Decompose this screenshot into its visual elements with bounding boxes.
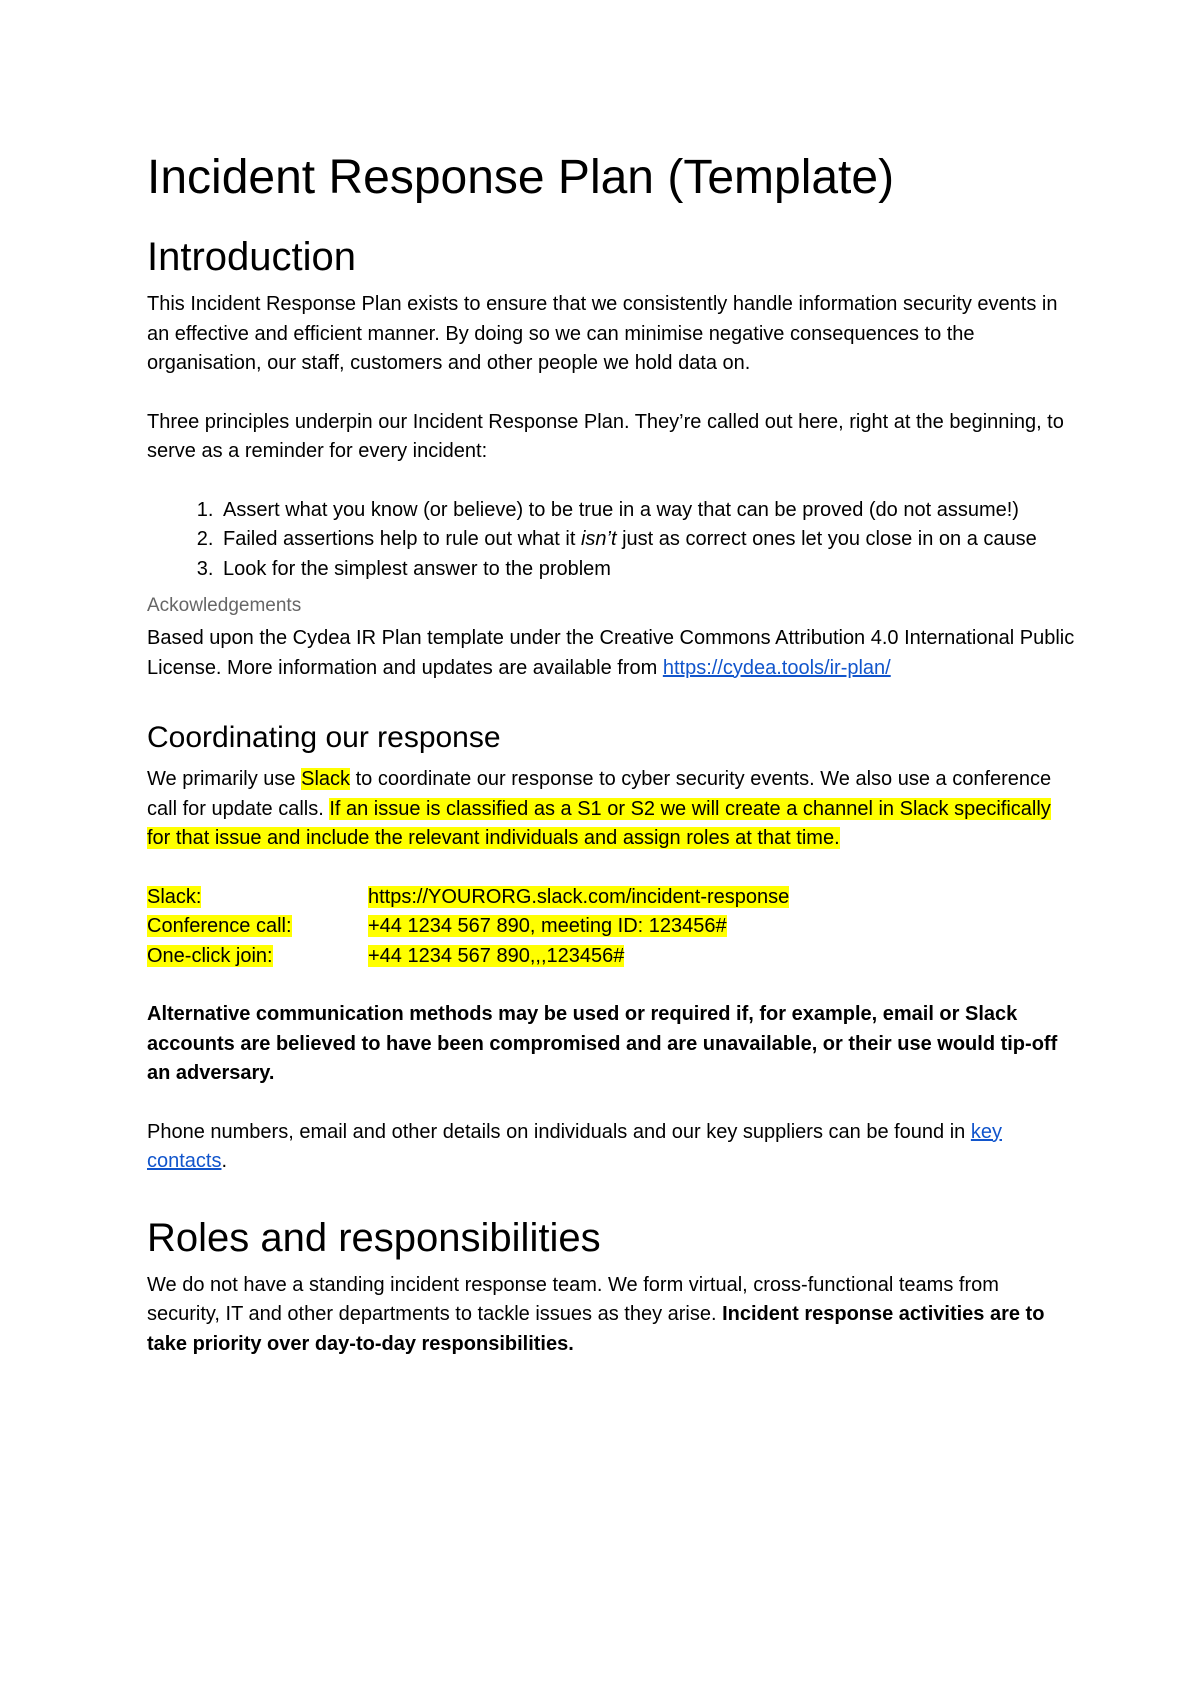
contact-label: Slack: [147, 885, 202, 908]
principle-item [219, 555, 1077, 585]
alternative-methods-paragraph [147, 1000, 1077, 1089]
table-row [147, 883, 789, 913]
intro-paragraph: This Incident Response Plan exists to ensure that we consistently handle information security events in an effective and efficient manner. By doing so we can minimise negative consequences to the organisation, our staff, customers and other people we hold data on. [147, 293, 1058, 374]
key-contacts-end: . [221, 1150, 228, 1172]
principle-text: Failed assertions help to rule out what it [223, 528, 581, 550]
contact-value: https://YOURORG.slack.com/incident-response [368, 885, 790, 908]
document-page [147, 148, 1077, 1359]
key-contacts-paragraph [147, 1118, 1077, 1177]
contact-value: +44 1234 567 890, meeting ID: 123456# [368, 915, 727, 937]
roles-text: We do not have a standing incident response team. We form virtual, cross-functional teams from security, IT and other departments to tackle issues as they arise. [147, 1273, 999, 1325]
contact-value: +44 1234 567 890,,,123456# [368, 944, 625, 967]
contact-label: One-click join: [147, 944, 273, 967]
ir-plan-link[interactable]: https://cydea.tools/ir-plan/ [662, 656, 891, 679]
key-contacts-text: Phone numbers, email and other details on individuals and our key suppliers can be found in [147, 1120, 971, 1143]
principle-text: Look for the simplest answer to the problem [223, 557, 611, 580]
coordinating-paragraph [147, 765, 1077, 854]
introduction-heading: Introduction [147, 235, 357, 279]
roles-priority-text: Incident response activities are to take priority over day-to-day responsibilities. [147, 1303, 1045, 1355]
principle-text: Assert what you know (or believe) to be true in a way that can be proved (do not assume!) [223, 498, 1019, 521]
principles-intro-paragraph: Three principles underpin our Incident Response Plan. They’re called out here, right at the beginning, to serve as a reminder for every incident: [147, 410, 1064, 462]
coordinating-heading: Coordinating our response [147, 721, 501, 754]
contact-details-table [147, 883, 789, 972]
coordinating-text: We primarily use [147, 768, 302, 790]
channel-highlight: If an issue is classified as a S1 or S2 we will create a channel in Slack specifically for that issue and include the relevant individuals and assign roles at that time. [147, 797, 1051, 849]
alternative-methods-text: Alternative communication methods may be used or required if, for example, email or Slack accounts are believed to have been compromised and are unavailable, or their use would tip-off an adversary. [147, 1003, 1058, 1084]
acknowledgements-paragraph [147, 624, 1077, 683]
principle-item [219, 525, 1077, 555]
principle-text: just as correct ones let you close in on a cause [616, 528, 1037, 550]
roles-paragraph [147, 1271, 1077, 1360]
table-row [147, 942, 789, 972]
key-contacts-link[interactable]: key contacts [147, 1120, 1002, 1172]
document-title: Incident Response Plan (Template) [147, 151, 895, 204]
slack-highlight: Slack [301, 768, 351, 790]
acknowledgements-text: Based upon the Cydea IR Plan template under the Creative Commons Attribution 4.0 International Public License. More information and updates are available from [147, 627, 1075, 679]
acknowledgements-heading: Ackowledgements [147, 595, 302, 616]
contact-label: Conference call: [147, 915, 292, 937]
principles-list [147, 496, 1077, 585]
coordinating-text: to coordinate our response to cyber security events. We also use a conference call for update calls. [147, 768, 1052, 820]
principle-emphasis: isn’t [580, 528, 617, 550]
table-row [147, 912, 789, 942]
roles-heading: Roles and responsibilities [147, 1215, 601, 1260]
principle-item [219, 496, 1077, 526]
